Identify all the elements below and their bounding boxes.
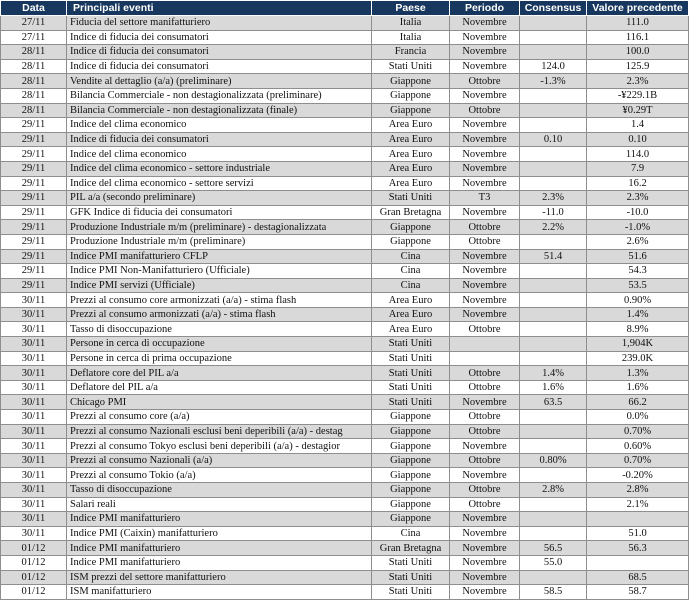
cell-event: Indice PMI manifatturiero CFLP bbox=[67, 249, 372, 264]
cell-date: 30/11 bbox=[1, 337, 67, 352]
cell-previous-value: 51.0 bbox=[587, 526, 689, 541]
cell-date: 29/11 bbox=[1, 205, 67, 220]
cell-date: 01/12 bbox=[1, 585, 67, 600]
cell-consensus bbox=[520, 176, 587, 191]
cell-previous-value: 116.1 bbox=[587, 30, 689, 45]
cell-period: Novembre bbox=[450, 468, 520, 483]
cell-consensus bbox=[520, 103, 587, 118]
cell-date: 30/11 bbox=[1, 439, 67, 454]
cell-consensus bbox=[520, 16, 587, 31]
table-row bbox=[1, 337, 689, 352]
cell-event: GFK Indice di fiducia dei consumatori bbox=[67, 205, 372, 220]
cell-period: Novembre bbox=[450, 161, 520, 176]
cell-period: Novembre bbox=[450, 307, 520, 322]
cell-date: 01/12 bbox=[1, 570, 67, 585]
cell-consensus: 124.0 bbox=[520, 59, 587, 74]
cell-previous-value: -0.20% bbox=[587, 468, 689, 483]
table-row bbox=[1, 118, 689, 133]
cell-country: Stati Uniti bbox=[372, 395, 450, 410]
cell-country: Stati Uniti bbox=[372, 337, 450, 352]
cell-country: Giappone bbox=[372, 220, 450, 235]
cell-event: Indice PMI servizi (Ufficiale) bbox=[67, 278, 372, 293]
cell-period: Novembre bbox=[450, 30, 520, 45]
cell-date: 27/11 bbox=[1, 30, 67, 45]
cell-country: Cina bbox=[372, 249, 450, 264]
cell-country: Gran Bretagna bbox=[372, 205, 450, 220]
cell-event: Indice del clima economico - settore servizi bbox=[67, 176, 372, 191]
cell-country: Giappone bbox=[372, 234, 450, 249]
cell-country: Area Euro bbox=[372, 307, 450, 322]
table-row bbox=[1, 380, 689, 395]
cell-country: Giappone bbox=[372, 512, 450, 527]
table-row bbox=[1, 439, 689, 454]
header-period: Periodo bbox=[450, 1, 520, 16]
table-row bbox=[1, 16, 689, 31]
cell-country: Stati Uniti bbox=[372, 191, 450, 206]
cell-date: 29/11 bbox=[1, 147, 67, 162]
header-date: Data bbox=[1, 1, 67, 16]
cell-period: Ottobre bbox=[450, 453, 520, 468]
table-row bbox=[1, 366, 689, 381]
table-body bbox=[1, 16, 689, 600]
cell-event: Prezzi al consumo armonizzati (a/a) - stima flash bbox=[67, 307, 372, 322]
cell-event: Produzione Industriale m/m (preliminare) bbox=[67, 234, 372, 249]
cell-date: 27/11 bbox=[1, 16, 67, 31]
cell-date: 30/11 bbox=[1, 410, 67, 425]
cell-previous-value: ¥0.29T bbox=[587, 103, 689, 118]
table-row bbox=[1, 555, 689, 570]
cell-previous-value: 0.70% bbox=[587, 424, 689, 439]
cell-country: Giappone bbox=[372, 103, 450, 118]
cell-consensus: 1.6% bbox=[520, 380, 587, 395]
cell-event: Indice del clima economico bbox=[67, 147, 372, 162]
cell-date: 28/11 bbox=[1, 103, 67, 118]
cell-period: Novembre bbox=[450, 395, 520, 410]
table-row bbox=[1, 570, 689, 585]
cell-period: Ottobre bbox=[450, 234, 520, 249]
cell-consensus: 2.3% bbox=[520, 191, 587, 206]
cell-country: Area Euro bbox=[372, 161, 450, 176]
cell-date: 28/11 bbox=[1, 88, 67, 103]
cell-consensus: 63.5 bbox=[520, 395, 587, 410]
cell-period bbox=[450, 351, 520, 366]
cell-previous-value: 66.2 bbox=[587, 395, 689, 410]
cell-country: Giappone bbox=[372, 453, 450, 468]
cell-previous-value: 2.6% bbox=[587, 234, 689, 249]
cell-consensus bbox=[520, 293, 587, 308]
cell-date: 30/11 bbox=[1, 395, 67, 410]
cell-consensus: 0.10 bbox=[520, 132, 587, 147]
cell-previous-value: -¥229.1B bbox=[587, 88, 689, 103]
cell-event: Tasso di disoccupazione bbox=[67, 483, 372, 498]
table-row bbox=[1, 307, 689, 322]
cell-period: Ottobre bbox=[450, 103, 520, 118]
cell-consensus: 58.5 bbox=[520, 585, 587, 600]
cell-country: Italia bbox=[372, 30, 450, 45]
cell-previous-value: 2.3% bbox=[587, 191, 689, 206]
cell-consensus bbox=[520, 497, 587, 512]
cell-period: Ottobre bbox=[450, 497, 520, 512]
cell-previous-value: -10.0 bbox=[587, 205, 689, 220]
table-row bbox=[1, 88, 689, 103]
table-row bbox=[1, 147, 689, 162]
table-row bbox=[1, 351, 689, 366]
cell-consensus bbox=[520, 234, 587, 249]
table-row bbox=[1, 483, 689, 498]
cell-period: Ottobre bbox=[450, 74, 520, 89]
cell-event: Vendite al dettaglio (a/a) (preliminare) bbox=[67, 74, 372, 89]
cell-previous-value: 16.2 bbox=[587, 176, 689, 191]
cell-period: Novembre bbox=[450, 439, 520, 454]
cell-previous-value: 1.4% bbox=[587, 307, 689, 322]
cell-date: 30/11 bbox=[1, 351, 67, 366]
cell-event: Indice di fiducia dei consumatori bbox=[67, 30, 372, 45]
cell-period: Novembre bbox=[450, 132, 520, 147]
cell-event: Persone in cerca di prima occupazione bbox=[67, 351, 372, 366]
cell-consensus: 55.0 bbox=[520, 555, 587, 570]
header-event: Principali eventi bbox=[67, 1, 372, 16]
cell-country: Area Euro bbox=[372, 176, 450, 191]
cell-date: 29/11 bbox=[1, 234, 67, 249]
cell-date: 30/11 bbox=[1, 322, 67, 337]
cell-period: T3 bbox=[450, 191, 520, 206]
table-row bbox=[1, 497, 689, 512]
cell-previous-value: 125.9 bbox=[587, 59, 689, 74]
cell-consensus bbox=[520, 424, 587, 439]
cell-period: Novembre bbox=[450, 45, 520, 60]
cell-date: 28/11 bbox=[1, 74, 67, 89]
cell-previous-value: 8.9% bbox=[587, 322, 689, 337]
cell-previous-value bbox=[587, 512, 689, 527]
cell-previous-value: 1,904K bbox=[587, 337, 689, 352]
cell-consensus: 56.5 bbox=[520, 541, 587, 556]
cell-consensus bbox=[520, 161, 587, 176]
cell-previous-value: 0.60% bbox=[587, 439, 689, 454]
cell-period: Novembre bbox=[450, 59, 520, 74]
cell-event: ISM prezzi del settore manifatturiero bbox=[67, 570, 372, 585]
table-row bbox=[1, 74, 689, 89]
table-row bbox=[1, 526, 689, 541]
cell-consensus bbox=[520, 570, 587, 585]
cell-country: Giappone bbox=[372, 468, 450, 483]
cell-period: Novembre bbox=[450, 526, 520, 541]
cell-date: 29/11 bbox=[1, 176, 67, 191]
cell-date: 30/11 bbox=[1, 453, 67, 468]
table-row bbox=[1, 191, 689, 206]
cell-event: Persone in cerca di occupazione bbox=[67, 337, 372, 352]
cell-date: 30/11 bbox=[1, 497, 67, 512]
cell-consensus bbox=[520, 439, 587, 454]
cell-country: Stati Uniti bbox=[372, 570, 450, 585]
cell-event: Fiducia del settore manifatturiero bbox=[67, 16, 372, 31]
table-row bbox=[1, 103, 689, 118]
cell-country: Stati Uniti bbox=[372, 59, 450, 74]
cell-event: Indice PMI Non-Manifatturiero (Ufficiale) bbox=[67, 264, 372, 279]
cell-event: Indice di fiducia dei consumatori bbox=[67, 45, 372, 60]
cell-period: Ottobre bbox=[450, 380, 520, 395]
cell-event: Indice PMI manifatturiero bbox=[67, 555, 372, 570]
table-row bbox=[1, 205, 689, 220]
cell-consensus bbox=[520, 337, 587, 352]
cell-previous-value: 0.0% bbox=[587, 410, 689, 425]
cell-previous-value: 1.3% bbox=[587, 366, 689, 381]
cell-country: Giappone bbox=[372, 439, 450, 454]
cell-event: Prezzi al consumo Nazionali esclusi beni deperibili (a/a) - destag bbox=[67, 424, 372, 439]
cell-country: Area Euro bbox=[372, 118, 450, 133]
cell-consensus bbox=[520, 88, 587, 103]
cell-country: Stati Uniti bbox=[372, 555, 450, 570]
cell-country: Stati Uniti bbox=[372, 351, 450, 366]
cell-previous-value: 100.0 bbox=[587, 45, 689, 60]
table-row bbox=[1, 468, 689, 483]
cell-date: 30/11 bbox=[1, 380, 67, 395]
cell-previous-value: 239.0K bbox=[587, 351, 689, 366]
table-row bbox=[1, 220, 689, 235]
table-row bbox=[1, 453, 689, 468]
cell-date: 29/11 bbox=[1, 118, 67, 133]
cell-period: Ottobre bbox=[450, 424, 520, 439]
cell-event: Prezzi al consumo Tokio (a/a) bbox=[67, 468, 372, 483]
cell-event: PIL a/a (secondo preliminare) bbox=[67, 191, 372, 206]
cell-period: Novembre bbox=[450, 264, 520, 279]
cell-event: Bilancia Commerciale - non destagionalizzata (preliminare) bbox=[67, 88, 372, 103]
cell-date: 30/11 bbox=[1, 526, 67, 541]
cell-consensus bbox=[520, 526, 587, 541]
cell-consensus: 2.8% bbox=[520, 483, 587, 498]
cell-previous-value: 0.90% bbox=[587, 293, 689, 308]
cell-consensus bbox=[520, 118, 587, 133]
cell-period bbox=[450, 337, 520, 352]
cell-previous-value: 1.4 bbox=[587, 118, 689, 133]
cell-country: Francia bbox=[372, 45, 450, 60]
cell-date: 30/11 bbox=[1, 366, 67, 381]
cell-previous-value: 54.3 bbox=[587, 264, 689, 279]
cell-event: Bilancia Commerciale - non destagionalizzata (finale) bbox=[67, 103, 372, 118]
header-consensus: Consensus bbox=[520, 1, 587, 16]
cell-country: Giappone bbox=[372, 424, 450, 439]
cell-country: Cina bbox=[372, 526, 450, 541]
cell-country: Area Euro bbox=[372, 293, 450, 308]
cell-previous-value: 58.7 bbox=[587, 585, 689, 600]
cell-period: Ottobre bbox=[450, 366, 520, 381]
cell-date: 30/11 bbox=[1, 483, 67, 498]
cell-period: Novembre bbox=[450, 176, 520, 191]
table-row bbox=[1, 176, 689, 191]
cell-event: Prezzi al consumo Tokyo esclusi beni deperibili (a/a) - destagior bbox=[67, 439, 372, 454]
cell-date: 01/12 bbox=[1, 555, 67, 570]
cell-event: Tasso di disoccupazione bbox=[67, 322, 372, 337]
cell-previous-value: 2.3% bbox=[587, 74, 689, 89]
cell-previous-value: -1.0% bbox=[587, 220, 689, 235]
table-row bbox=[1, 59, 689, 74]
table-row bbox=[1, 161, 689, 176]
cell-consensus bbox=[520, 468, 587, 483]
cell-period: Novembre bbox=[450, 118, 520, 133]
cell-period: Ottobre bbox=[450, 483, 520, 498]
cell-consensus bbox=[520, 30, 587, 45]
cell-country: Giappone bbox=[372, 497, 450, 512]
table-row bbox=[1, 45, 689, 60]
cell-event: Indice del clima economico - settore industriale bbox=[67, 161, 372, 176]
cell-period: Ottobre bbox=[450, 410, 520, 425]
cell-event: Prezzi al consumo core (a/a) bbox=[67, 410, 372, 425]
cell-country: Stati Uniti bbox=[372, 585, 450, 600]
cell-consensus: -11.0 bbox=[520, 205, 587, 220]
table-row bbox=[1, 541, 689, 556]
cell-date: 30/11 bbox=[1, 468, 67, 483]
cell-date: 28/11 bbox=[1, 59, 67, 74]
cell-consensus bbox=[520, 322, 587, 337]
cell-period: Novembre bbox=[450, 88, 520, 103]
cell-previous-value: 0.10 bbox=[587, 132, 689, 147]
cell-date: 30/11 bbox=[1, 424, 67, 439]
cell-event: ISM manifatturiero bbox=[67, 585, 372, 600]
cell-period: Novembre bbox=[450, 541, 520, 556]
cell-country: Giappone bbox=[372, 483, 450, 498]
cell-event: Indice PMI (Caixin) manifatturiero bbox=[67, 526, 372, 541]
cell-event: Deflatore del PIL a/a bbox=[67, 380, 372, 395]
cell-period: Novembre bbox=[450, 585, 520, 600]
cell-event: Indice PMI manifatturiero bbox=[67, 541, 372, 556]
cell-previous-value: 114.0 bbox=[587, 147, 689, 162]
header-previous-value: Valore precedente bbox=[587, 1, 689, 16]
cell-event: Salari reali bbox=[67, 497, 372, 512]
table-row bbox=[1, 585, 689, 600]
table-row bbox=[1, 410, 689, 425]
cell-event: Indice PMI manifatturiero bbox=[67, 512, 372, 527]
cell-previous-value: 53.5 bbox=[587, 278, 689, 293]
cell-period: Novembre bbox=[450, 147, 520, 162]
cell-previous-value: 0.70% bbox=[587, 453, 689, 468]
cell-event: Indice di fiducia dei consumatori bbox=[67, 132, 372, 147]
cell-previous-value: 51.6 bbox=[587, 249, 689, 264]
table-row bbox=[1, 395, 689, 410]
cell-previous-value: 68.5 bbox=[587, 570, 689, 585]
cell-country: Stati Uniti bbox=[372, 380, 450, 395]
cell-country: Area Euro bbox=[372, 322, 450, 337]
cell-event: Deflatore core del PIL a/a bbox=[67, 366, 372, 381]
cell-date: 29/11 bbox=[1, 132, 67, 147]
cell-consensus: 2.2% bbox=[520, 220, 587, 235]
cell-consensus bbox=[520, 278, 587, 293]
cell-period: Novembre bbox=[450, 249, 520, 264]
cell-consensus bbox=[520, 351, 587, 366]
cell-event: Chicago PMI bbox=[67, 395, 372, 410]
cell-date: 30/11 bbox=[1, 512, 67, 527]
table-row bbox=[1, 264, 689, 279]
cell-period: Novembre bbox=[450, 205, 520, 220]
cell-consensus: 1.4% bbox=[520, 366, 587, 381]
cell-date: 30/11 bbox=[1, 293, 67, 308]
cell-period: Novembre bbox=[450, 293, 520, 308]
cell-event: Produzione Industriale m/m (preliminare) - destagionalizzata bbox=[67, 220, 372, 235]
cell-period: Ottobre bbox=[450, 322, 520, 337]
cell-date: 29/11 bbox=[1, 161, 67, 176]
cell-consensus: 0.80% bbox=[520, 453, 587, 468]
cell-consensus bbox=[520, 147, 587, 162]
cell-event: Indice del clima economico bbox=[67, 118, 372, 133]
cell-country: Italia bbox=[372, 16, 450, 31]
cell-event: Prezzi al consumo core armonizzati (a/a) - stima flash bbox=[67, 293, 372, 308]
cell-date: 29/11 bbox=[1, 278, 67, 293]
table-row bbox=[1, 512, 689, 527]
cell-previous-value: 7.9 bbox=[587, 161, 689, 176]
cell-previous-value: 111.0 bbox=[587, 16, 689, 31]
cell-country: Giappone bbox=[372, 88, 450, 103]
cell-country: Giappone bbox=[372, 410, 450, 425]
header-row bbox=[1, 1, 689, 16]
cell-consensus bbox=[520, 264, 587, 279]
cell-previous-value: 2.8% bbox=[587, 483, 689, 498]
cell-consensus bbox=[520, 307, 587, 322]
table-row bbox=[1, 249, 689, 264]
table-row bbox=[1, 132, 689, 147]
cell-previous-value bbox=[587, 555, 689, 570]
cell-event: Prezzi al consumo Nazionali (a/a) bbox=[67, 453, 372, 468]
cell-date: 29/11 bbox=[1, 220, 67, 235]
table-row bbox=[1, 278, 689, 293]
cell-period: Novembre bbox=[450, 278, 520, 293]
cell-consensus: -1.3% bbox=[520, 74, 587, 89]
cell-country: Area Euro bbox=[372, 147, 450, 162]
table-row bbox=[1, 234, 689, 249]
cell-period: Novembre bbox=[450, 512, 520, 527]
cell-period: Ottobre bbox=[450, 220, 520, 235]
table-row bbox=[1, 322, 689, 337]
cell-consensus bbox=[520, 410, 587, 425]
cell-previous-value: 1.6% bbox=[587, 380, 689, 395]
table-row bbox=[1, 293, 689, 308]
cell-date: 29/11 bbox=[1, 191, 67, 206]
table-row bbox=[1, 30, 689, 45]
table-row bbox=[1, 424, 689, 439]
cell-date: 28/11 bbox=[1, 45, 67, 60]
cell-country: Giappone bbox=[372, 74, 450, 89]
cell-period: Novembre bbox=[450, 555, 520, 570]
cell-previous-value: 2.1% bbox=[587, 497, 689, 512]
cell-period: Novembre bbox=[450, 570, 520, 585]
header-country: Paese bbox=[372, 1, 450, 16]
cell-consensus bbox=[520, 512, 587, 527]
cell-period: Novembre bbox=[450, 16, 520, 31]
cell-date: 29/11 bbox=[1, 249, 67, 264]
cell-consensus: 51.4 bbox=[520, 249, 587, 264]
cell-country: Area Euro bbox=[372, 132, 450, 147]
cell-country: Stati Uniti bbox=[372, 366, 450, 381]
cell-country: Gran Bretagna bbox=[372, 541, 450, 556]
cell-date: 29/11 bbox=[1, 264, 67, 279]
cell-date: 01/12 bbox=[1, 541, 67, 556]
cell-country: Cina bbox=[372, 278, 450, 293]
cell-consensus bbox=[520, 45, 587, 60]
cell-event: Indice di fiducia dei consumatori bbox=[67, 59, 372, 74]
cell-previous-value: 56.3 bbox=[587, 541, 689, 556]
cell-date: 30/11 bbox=[1, 307, 67, 322]
cell-country: Cina bbox=[372, 264, 450, 279]
